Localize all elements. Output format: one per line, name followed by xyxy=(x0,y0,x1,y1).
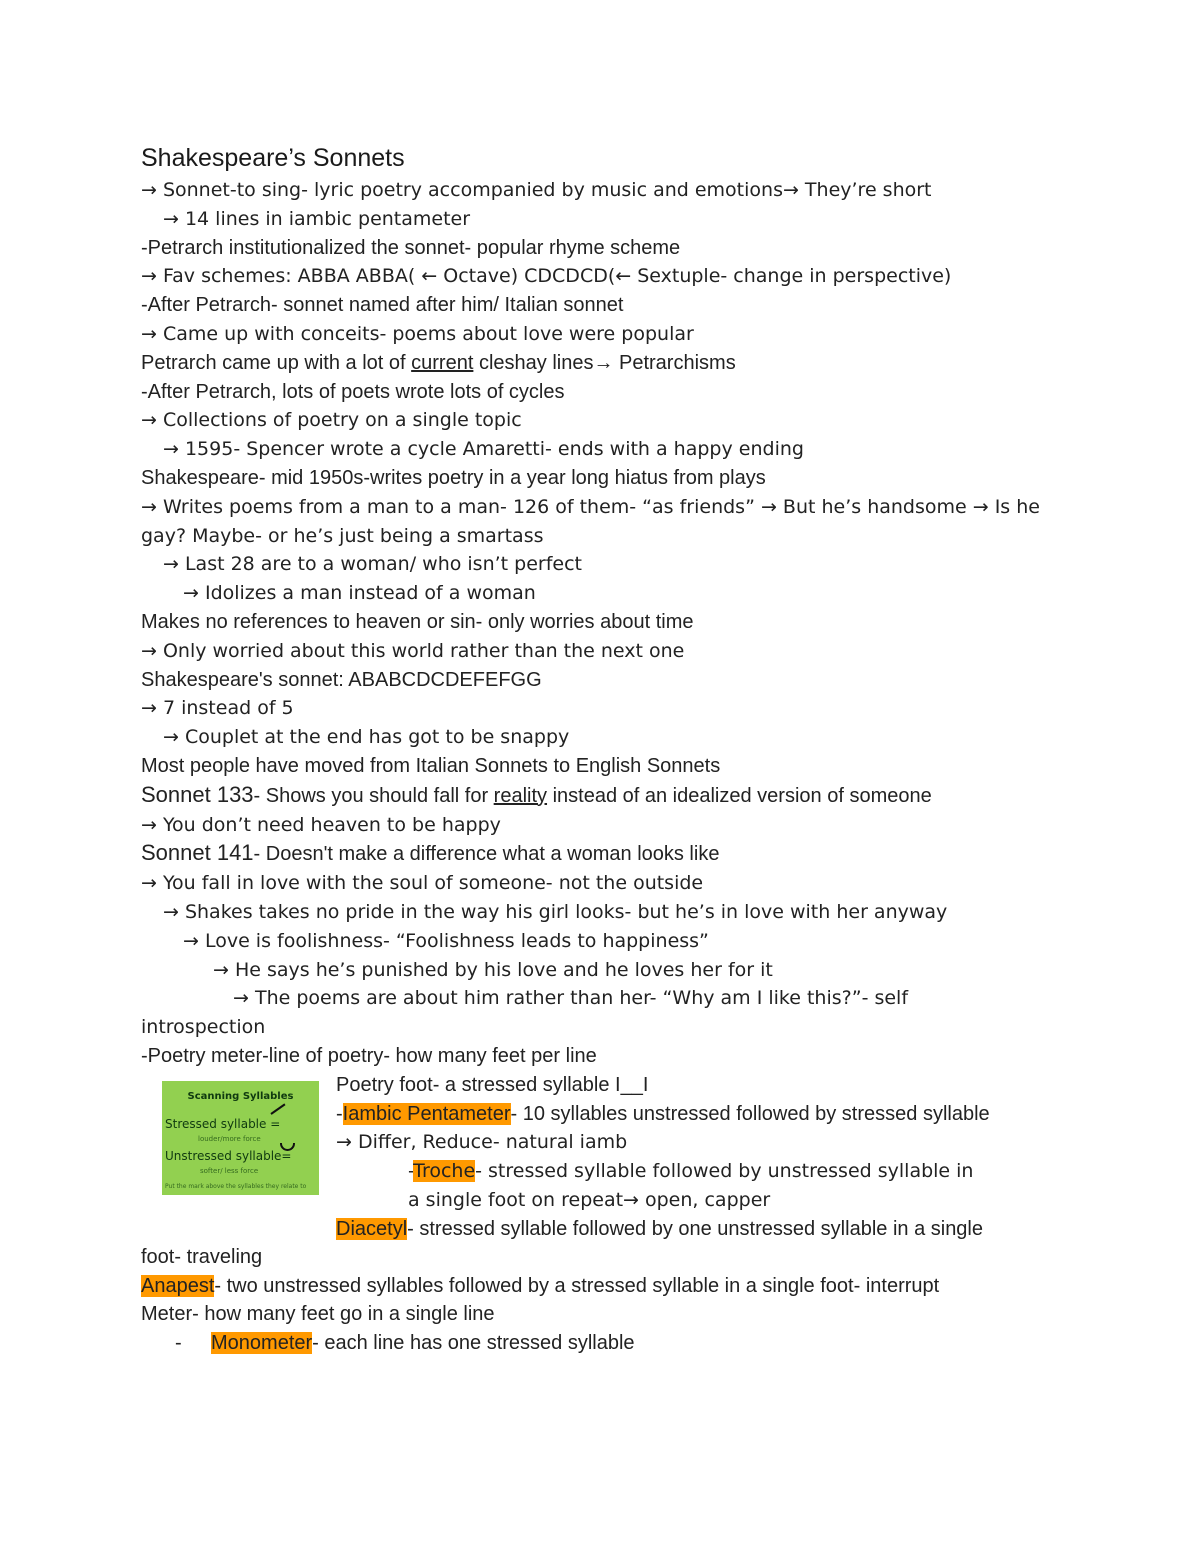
note-line: -Poetry meter-line of poetry- how many feet per line xyxy=(141,1044,597,1067)
note-line: Shakespeare- mid 1950s-writes poetry in a year long hiatus from plays xyxy=(141,466,766,489)
note-text: - two unstressed syllables followed by a stressed syllable in a single foot- interrupt xyxy=(214,1274,940,1297)
note-line: Poetry foot- a stressed syllable I__I xyxy=(336,1073,649,1096)
note-line: → He says he’s punished by his love and he loves her for it xyxy=(213,958,773,981)
note-line: → Shakes takes no pride in the way his girl looks- but he’s in love with her anyway xyxy=(163,900,948,923)
note-line xyxy=(141,1272,1061,1301)
notes-body xyxy=(141,140,1061,1358)
note-line: → Idolizes a man instead of a woman xyxy=(183,582,536,605)
note-line: → Fav schemes: ABBA ABBA( ← Octave) CDCDCD(← Sextuple- change in perspective) xyxy=(141,265,952,288)
note-line: → The poems are about him rather than her- “Why am I like this?”- self xyxy=(233,987,909,1010)
note-line xyxy=(336,1100,1066,1129)
note-line: foot- traveling xyxy=(141,1245,263,1268)
note-line: Makes no references to heaven or sin- only worries about time xyxy=(141,610,694,633)
note-text: Petrarch came up with a lot of xyxy=(141,351,412,374)
note-line: → Love is foolishness- “Foolishness leads to happiness” xyxy=(183,929,709,952)
note-line: → Writes poems from a man to a man- 126 of them- “as friends” → But he’s handsome → Is he gay? Maybe- or he’s just being a smartass xyxy=(141,495,1040,547)
bullet-dash: - xyxy=(175,1332,182,1355)
figure-stressed-note: louder/more force xyxy=(198,1134,261,1143)
note-line: → You don’t need heaven to be happy xyxy=(141,813,501,836)
figure-footnote: Put the mark above the syllables they relate to xyxy=(165,1182,307,1190)
note-line xyxy=(336,1157,1066,1186)
note-text: - Shows you should fall for xyxy=(253,784,494,807)
highlighted-term: Diacetyl xyxy=(336,1217,408,1240)
note-line: → You fall in love with the soul of someone- not the outside xyxy=(141,872,704,895)
note-text: - stressed syllable followed by one unstressed syllable in a single xyxy=(407,1217,983,1240)
breve-mark-icon xyxy=(280,1143,295,1151)
note-line xyxy=(336,1215,1066,1244)
note-line: -After Petrarch- sonnet named after him/ Italian sonnet xyxy=(141,294,624,317)
sonnet-heading: Sonnet 141 xyxy=(141,840,254,866)
note-text: - stressed syllable followed by unstressed syllable in xyxy=(475,1160,974,1183)
note-text: instead of an idealized version of someone xyxy=(547,784,932,807)
note-line: → Only worried about this world rather than the next one xyxy=(141,639,685,662)
highlighted-term: Monometer xyxy=(211,1332,313,1355)
bullet-item xyxy=(141,1329,1061,1358)
note-line: → Collections of poetry on a single topic xyxy=(141,409,522,432)
meter-definitions xyxy=(336,1071,1066,1244)
note-line: -After Petrarch, lots of poets wrote lots of cycles xyxy=(141,380,565,403)
note-line: → Last 28 are to a woman/ who isn’t perfect xyxy=(163,553,582,576)
slash-mark-icon xyxy=(270,1103,285,1114)
note-text: - Doesn't make a difference what a woman looks like xyxy=(253,843,720,866)
underlined-word: reality xyxy=(493,784,548,807)
note-line: → 1595- Spencer wrote a cycle Amaretti- ends with a happy ending xyxy=(163,438,804,461)
highlighted-term: Anapest xyxy=(141,1274,215,1297)
note-text: cleshay lines→ Petrarchisms xyxy=(473,351,736,374)
note-line: → Couplet at the end has got to be snappy xyxy=(163,726,570,749)
figure-stressed-label: Stressed syllable = xyxy=(165,1116,281,1131)
note-line: → 7 instead of 5 xyxy=(141,697,294,720)
note-line xyxy=(141,839,1061,869)
meter-section xyxy=(141,1071,1061,1243)
highlighted-term: Troche xyxy=(413,1160,476,1183)
page-title: Shakespeare’s Sonnets xyxy=(141,144,405,172)
note-text: - 10 syllables unstressed followed by stressed syllable xyxy=(510,1102,990,1125)
underlined-word: current xyxy=(411,351,474,374)
figure-unstressed-label: Unstressed syllable= xyxy=(165,1148,292,1163)
note-line xyxy=(141,349,1061,378)
note-line: a single foot on repeat→ open, capper xyxy=(408,1188,771,1211)
note-text: - each line has one stressed syllable xyxy=(312,1332,635,1355)
note-line: Most people have moved from Italian Sonnets to English Sonnets xyxy=(141,754,721,777)
note-line: -Petrarch institutionalized the sonnet- popular rhyme scheme xyxy=(141,236,681,259)
note-line: Shakespeare's sonnet: ABABCDCDEFEFGG xyxy=(141,668,542,691)
sonnet-heading: Sonnet 133 xyxy=(141,781,254,807)
note-text: - xyxy=(336,1102,343,1125)
note-line: → Sonnet-to sing- lyric poetry accompanied by music and emotions→ They’re short xyxy=(141,179,932,201)
note-line: → Differ, Reduce- natural iamb xyxy=(336,1131,628,1154)
highlighted-term: Iambic Pentameter xyxy=(342,1102,511,1125)
scanning-syllables-image xyxy=(162,1081,319,1195)
note-line: → 14 lines in iambic pentameter xyxy=(163,207,471,230)
note-line: Meter- how many feet go in a single line xyxy=(141,1303,495,1326)
note-line: introspection xyxy=(141,1016,266,1039)
figure-title: Scanning Syllables xyxy=(187,1090,294,1102)
note-text: - xyxy=(408,1160,414,1183)
note-line: → Came up with conceits- poems about love were popular xyxy=(141,322,694,345)
figure-unstressed-note: softer/ less force xyxy=(200,1166,259,1175)
note-line xyxy=(141,781,1061,811)
